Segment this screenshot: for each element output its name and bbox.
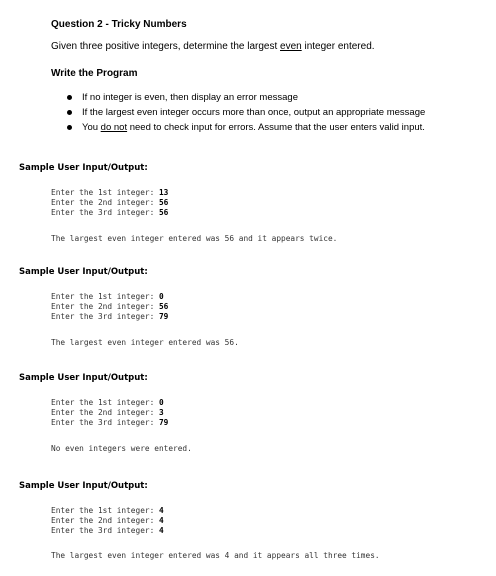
console-line (51, 292, 168, 302)
sample-label: Sample User Input/Output: (19, 267, 148, 277)
requirement-underlined-text: do not (100, 122, 128, 133)
console-prompt: Enter the 1st integer: (51, 292, 159, 301)
question-heading (51, 19, 187, 30)
requirement-text-after: need to check input for errors. Assume that the user enters valid input. (127, 122, 425, 133)
sample-console (51, 398, 168, 429)
sample-label: Sample User Input/Output: (19, 373, 148, 383)
sample-output: The largest even integer entered was 4 and it appears all three times. (51, 551, 380, 560)
console-line (51, 302, 168, 312)
requirement-text: If the largest even integer occurs more than once, output an appropriate message (82, 107, 426, 118)
question-number: Question 2 (51, 19, 103, 30)
console-line (51, 526, 164, 536)
requirements-list (66, 90, 425, 135)
intro-paragraph (51, 41, 375, 52)
console-line (51, 418, 168, 428)
requirement-item (66, 105, 425, 120)
write-program-heading: Write the Program (51, 68, 138, 79)
sample-label: Sample User Input/Output: (19, 481, 148, 491)
console-prompt: Enter the 1st integer: (51, 398, 159, 407)
console-input: 4 (158, 526, 164, 536)
console-prompt: Enter the 2nd integer: (51, 302, 159, 312)
console-prompt: Enter the 3rd integer: (51, 526, 159, 536)
console-line (51, 198, 168, 208)
bullet-icon (67, 95, 72, 100)
console-prompt: Enter the 3rd integer: (51, 418, 159, 428)
sample-console (51, 506, 164, 537)
console-prompt: Enter the 1st integer: (51, 188, 159, 197)
bullet-icon (67, 125, 72, 130)
console-prompt: Enter the 2nd integer: (51, 408, 159, 418)
requirement-text: If no integer is even, then display an error message (82, 92, 298, 103)
console-input: 4 (158, 506, 164, 515)
console-input: 0 (158, 292, 164, 301)
console-prompt: Enter the 2nd integer: (51, 198, 159, 208)
console-prompt: Enter the 1st integer: (51, 506, 159, 515)
console-input: 56 (158, 302, 169, 312)
intro-underlined-word: even (280, 41, 302, 52)
console-line (51, 312, 168, 322)
sample-output: The largest even integer entered was 56 and it appears twice. (51, 234, 338, 243)
console-input: 56 (158, 208, 169, 218)
console-input: 56 (158, 198, 169, 208)
console-input: 13 (158, 188, 169, 197)
requirement-item (66, 120, 425, 135)
bullet-icon (67, 110, 72, 115)
console-line (51, 188, 168, 198)
requirement-item (66, 90, 425, 105)
sample-output: No even integers were entered. (51, 444, 192, 453)
sample-console (51, 292, 168, 323)
sample-output: The largest even integer entered was 56. (51, 338, 239, 347)
console-input: 79 (158, 312, 169, 322)
console-input: 79 (158, 418, 169, 428)
console-line (51, 208, 168, 218)
console-line (51, 408, 168, 418)
console-line (51, 398, 168, 408)
console-prompt: Enter the 3rd integer: (51, 312, 159, 322)
requirement-text-before: You (82, 122, 101, 133)
question-separator: - (105, 19, 109, 30)
console-prompt: Enter the 3rd integer: (51, 208, 159, 218)
intro-text-after: integer entered. (301, 41, 375, 52)
sample-console (51, 188, 168, 219)
console-input: 0 (158, 398, 164, 407)
console-prompt: Enter the 2nd integer: (51, 516, 159, 526)
question-title: Tricky Numbers (111, 19, 187, 30)
console-input: 4 (158, 516, 164, 526)
console-input: 3 (158, 408, 164, 418)
sample-label: Sample User Input/Output: (19, 163, 148, 173)
console-line (51, 506, 164, 516)
console-line (51, 516, 164, 526)
intro-text-before: Given three positive integers, determine the largest (51, 41, 281, 52)
